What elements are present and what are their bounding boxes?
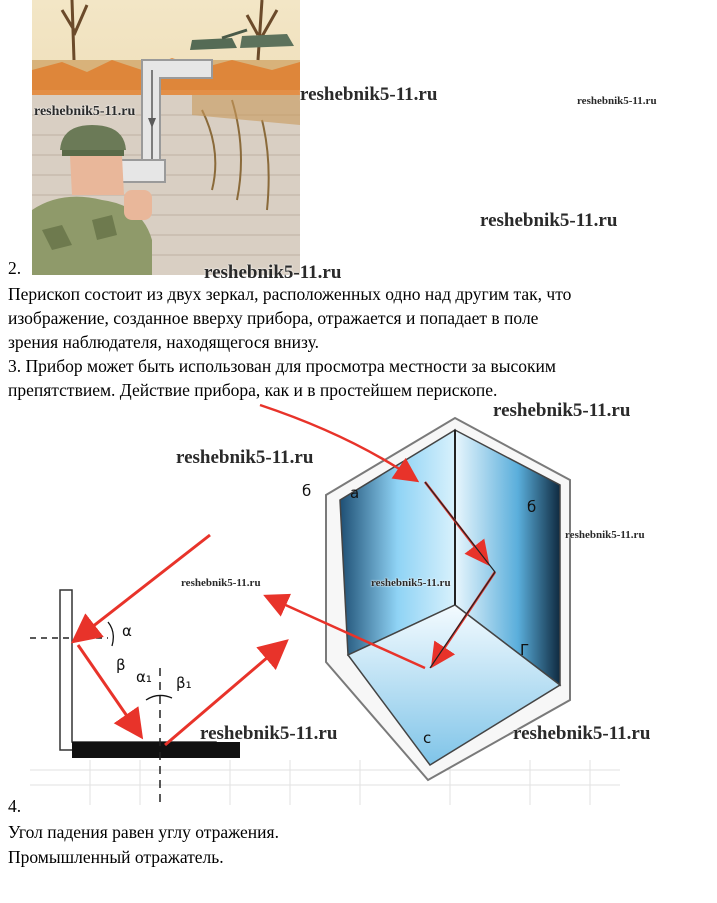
corner-label-b: б — [527, 498, 537, 516]
section-2-line-3: зрения наблюдателя, находящегося внизу. — [8, 332, 319, 352]
angle-beta: β — [116, 656, 126, 674]
figure-letter: б — [302, 482, 312, 500]
watermark: reshebnik5-11.ru — [34, 104, 136, 119]
corner-label-g: Г — [520, 641, 530, 659]
watermark: reshebnik5-11.ru — [204, 262, 342, 283]
watermark: reshebnik5-11.ru — [493, 400, 631, 421]
periscope-illustration — [32, 0, 300, 275]
watermark: reshebnik5-11.ru — [181, 577, 261, 589]
angle-alpha: α — [122, 622, 132, 640]
watermark: reshebnik5-11.ru — [300, 84, 438, 105]
watermark: reshebnik5-11.ru — [200, 723, 338, 744]
section-4-line-2: Промышленный отражатель. — [8, 847, 224, 867]
section-2-line-2: изображение, созданное вверху прибора, отражается и попадает в поле — [8, 308, 539, 328]
section-3-line-2: препятствием. Действие прибора, как и в простейшем перископе. — [8, 380, 498, 400]
watermark: reshebnik5-11.ru — [565, 529, 645, 541]
watermark: reshebnik5-11.ru — [577, 95, 657, 107]
watermark: reshebnik5-11.ru — [176, 447, 314, 468]
angle-beta-1: β₁ — [176, 674, 192, 692]
corner-label-a: а — [350, 484, 360, 502]
section-2-line-1: Перископ состоит из двух зеркал, расположенных одно над другим так, что — [8, 284, 572, 304]
section-3-line-1: 3. Прибор может быть использован для просмотра местности за высоким — [8, 356, 556, 376]
section-2-number: 2. — [8, 258, 22, 278]
watermark: reshebnik5-11.ru — [480, 210, 618, 231]
section-4-number: 4. — [8, 796, 22, 816]
angle-alpha-1: α₁ — [136, 668, 152, 686]
corner-label-c: с — [423, 729, 432, 747]
watermark: reshebnik5-11.ru — [371, 577, 451, 589]
section-4-line-1: Угол падения равен углу отражения. — [8, 822, 279, 842]
watermark: reshebnik5-11.ru — [513, 723, 651, 744]
